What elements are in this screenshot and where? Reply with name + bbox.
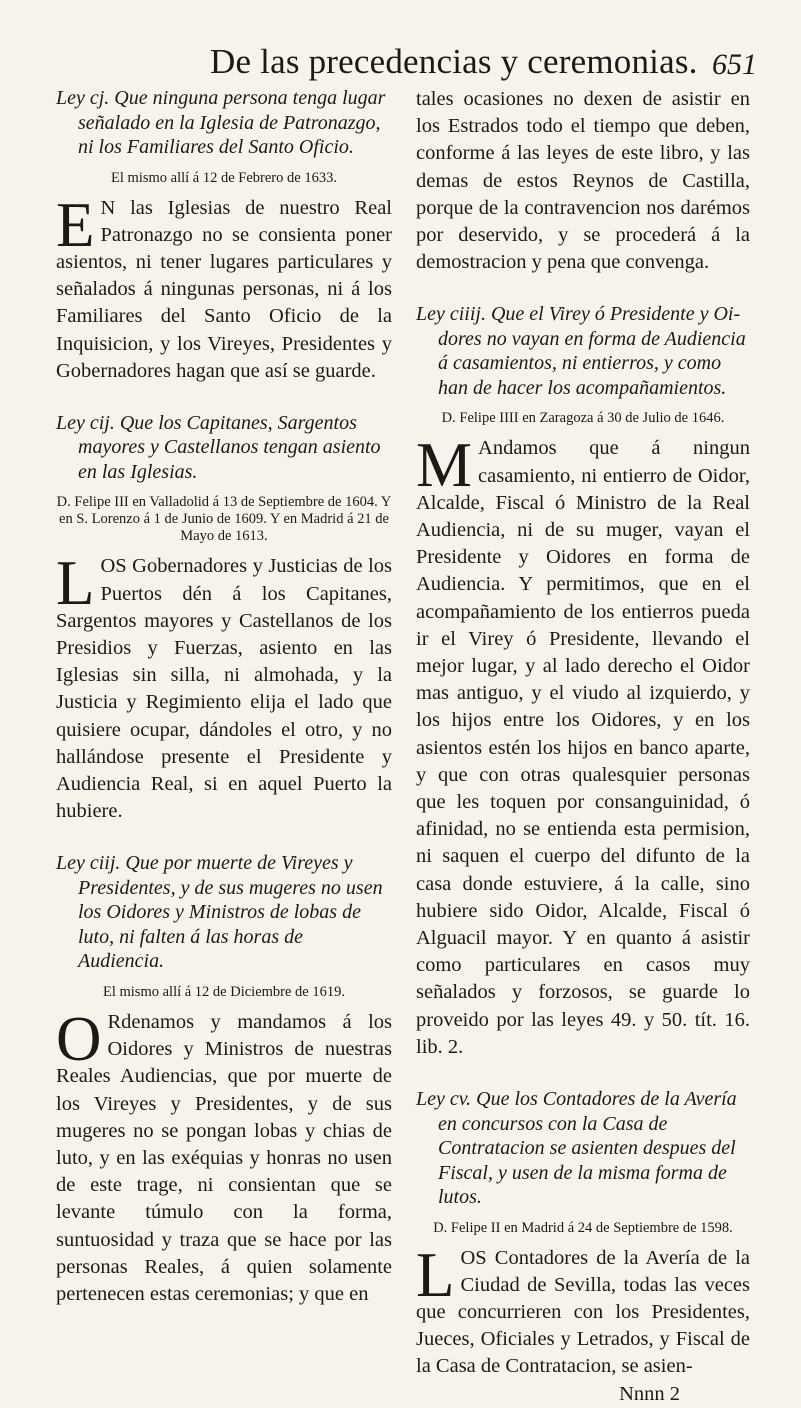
law-title-first-line: Ley cj. Que ninguna persona tenga lugar: [56, 87, 386, 109]
law-title-cv: [416, 1087, 750, 1210]
law-body: [56, 1003, 392, 1308]
law-title-ciij: [56, 851, 392, 974]
drop-cap: O: [56, 1003, 102, 1074]
law-title-rest: en concursos con la Casa de Contratacion se asienten despues del Fiscal, y usen de la misma forma de lutos.: [438, 1112, 736, 1209]
law-body: [56, 548, 392, 825]
law-date: El mismo allí á 12 de Diciembre de 1619.: [102, 983, 345, 1000]
drop-cap: M: [416, 430, 473, 501]
law-title-cij: [56, 411, 392, 485]
law-title-first-line: Ley cij. Que los Capitanes, Sargentos: [56, 411, 357, 434]
law-title-rest: mayores y Castellanos tengan asiento en las Iglesias.: [78, 436, 381, 483]
law-body: [416, 1239, 750, 1381]
drop-cap: E: [56, 189, 95, 260]
law-date: El mismo allí á 12 de Febrero de 1633.: [111, 169, 337, 186]
drop-cap: L: [56, 548, 95, 619]
right-column: [416, 86, 750, 1408]
law-text: OS Gobernadores y Justicias de los Puertos dén á los Capitanes, Sargentos mayores y Castellanos de los Presidios y Fuerzas, asiento en las Iglesias sin silla, ni almohada, y la Justicia y Regimiento elija el lado que quisiere ocupar, dándoles el otro, y no hallándose presente el Presidente y Audiencia Real, si en aquel Puerto la hubiere.: [56, 555, 392, 823]
law-text: Andamos que á ningun casamiento, ni entierro de Oidor, Alcalde, Fiscal ó Ministro de la Real Audiencia, ni de su muger, vayan el Presidente y Oidores en forma de Audiencia. Y permitimos, que en el acompañamiento de los entierros pueda ir el Virey ó Presidente, llevando el mejor lugar, y al lado derecho el Oidor mas antiguo, y el viudo al izquierdo, y los hijos entre los Oidores, y en los asientos estén los hijos en banco aparte, y que con otras qualesquier personas que les toquen por consanguinidad, ó afinidad, no se entienda esta permision, ni saquen el cuerpo del difunto de la casa donde estuviere, á la calle, sino hubiere sido Oidor, Alcalde, Fiscal ó Alguacil mayor. Y en quanto á asistir como particulares en casos muy señalados y forzosos, se guarde lo proveido por las leyes 49. y 50. tít. 16. lib. 2.: [416, 437, 750, 1058]
law-date: D. Felipe IIII en Zaragoza á 30 de Julio de 1646.: [441, 410, 725, 427]
running-title: De las precedencias y ceremonias.: [210, 42, 698, 81]
left-column: [56, 86, 392, 1308]
law-title-rest: señalado en la Iglesia de Patronazgo, ni los Familiares del Santo Oficio.: [78, 111, 381, 158]
law-title-first-line: Ley cv. Que los Contadores de la Avería: [416, 1088, 737, 1111]
law-title-first-line: Ley ciij. Que por muerte de Vireyes y: [56, 852, 353, 875]
law-title-ciiij: [416, 302, 750, 400]
law-text: Rdenamos y mandamos á los Oidores y Ministros de nuestras Reales Audiencias, que por muerte de los Vireyes y Presidentes, y de sus mugeres no se pongan lobas y chias de luto, y en las exéquias y honras no usen de este trage, ni consientan que se levante túmulo con la forma, suntuosidad y traza que se hace por las personas Reales, á quien solamente pertenecen estas ceremonias; y que en: [56, 1010, 392, 1305]
law-title-cj: [56, 86, 392, 160]
signature-mark: Nnnn 2: [619, 1382, 680, 1405]
law-text: OS Contadores de la Avería de la Ciudad de Sevilla, todas las veces que concurrieren con los Presidentes, Jueces, Oficiales y Letrados, y Fiscal de la Casa de Contratacion, se asien-: [416, 1246, 750, 1378]
law-title-rest: dores no vayan en forma de Audiencia á casamientos, ni entierros, y como han de hacer los acompañamientos.: [438, 327, 746, 399]
continuation-text: tales ocasiones no dexen de asistir en los Estrados todo el tiempo que deben, conforme á las leyes de este libro, y las demas de estos Reynos de Castilla, porque de la contravencion nos darémos por deservido, y se procederá á la demostracion y pena que convenga.: [416, 88, 750, 274]
drop-cap: L: [416, 1239, 455, 1310]
page-header: [0, 40, 801, 90]
law-body: [416, 430, 750, 1061]
page-number: 651: [712, 48, 757, 81]
law-date: D. Felipe III en Valladolid á 13 de Septiembre de 1604. Y en S. Lorenzo á 1 de Junio de 1609. Y en Madrid á 21 de Mayo de 1613.: [56, 494, 392, 545]
law-text: N las Iglesias de nuestro Real Patronazgo no se consienta poner asientos, ni tener lugares particulares y señalados á ningunas personas, ni á los Familiares del Santo Oficio de la Inquisicion, y los Vireyes, Presidentes y Gobernadores hagan que así se guarde.: [56, 196, 392, 382]
law-title-first-line: Ley ciiij. Que el Virey ó Presidente y Oi-: [416, 303, 741, 326]
law-title-rest: Presidentes, y de sus mugeres no usen los Oidores y Ministros de lobas de luto, ni falten á las horas de Audiencia.: [78, 876, 383, 973]
law-body: [56, 189, 392, 385]
law-date: D. Felipe II en Madrid á 24 de Septiembre de 1598.: [433, 1219, 733, 1236]
